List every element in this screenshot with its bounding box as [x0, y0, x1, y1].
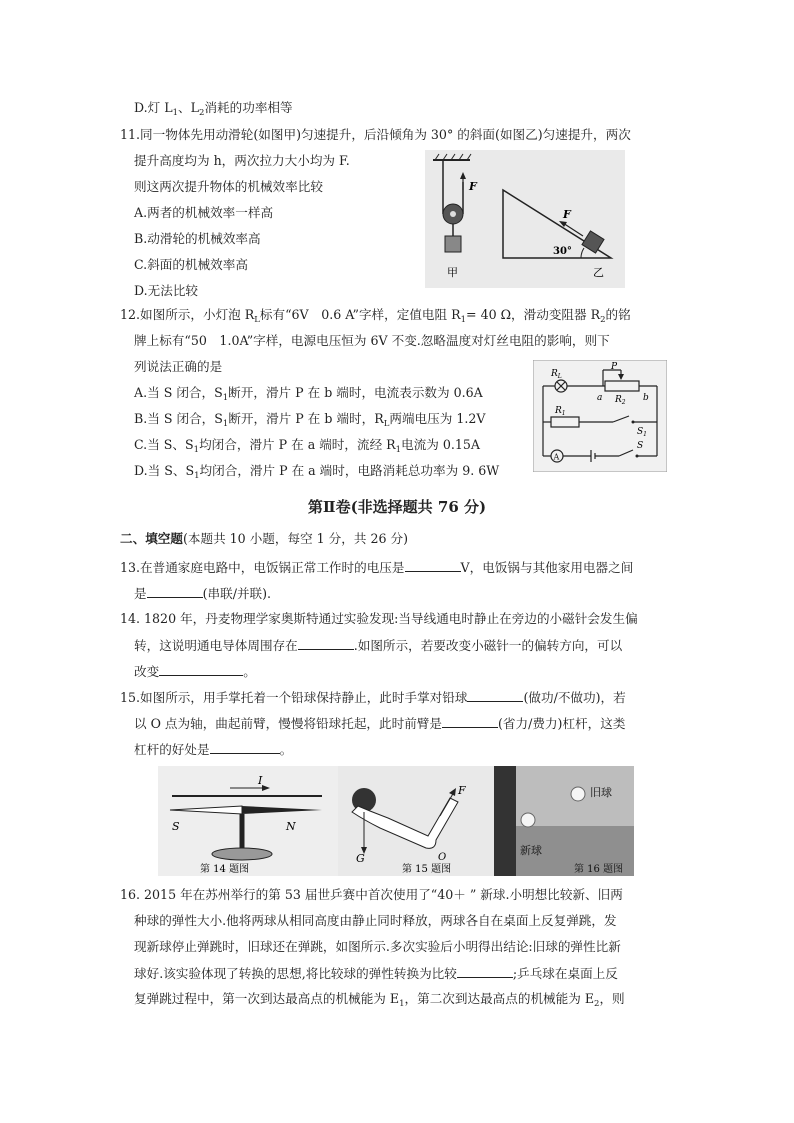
- q10-option-d: D.灯 $L_1$、$L_2$消耗的功率相等: [134, 100, 293, 118]
- fig14-caption: 第 14 题图: [200, 864, 250, 875]
- q11-option-c: C.斜面的机械效率高: [134, 257, 248, 272]
- q15-line3: 杠杆的好处是 。: [134, 742, 293, 757]
- q11-figure: [425, 150, 625, 288]
- q12-fig-R1: $R_1$: [555, 406, 566, 417]
- q11-stem-line1: 11.同一物体先用动滑轮(如图甲)匀速提升，后沿倾角为 30° 的斜面(如图乙)匀速提升，两次: [120, 127, 631, 142]
- q11-fig-angle: 30°: [553, 246, 572, 257]
- q15-blank-2[interactable]: [442, 714, 498, 728]
- q12-option-a: A.当 S 闭合，$S_1$断开，滑片 P 在 b 端时，电流表示数为 0.6A: [134, 385, 483, 403]
- q12-fig-S1: $S_1$: [637, 427, 647, 438]
- q13-blank-1[interactable]: [405, 558, 461, 572]
- q12-fig-RL: $R_L$: [551, 369, 562, 380]
- fig16-old-ball-label: 旧球: [590, 786, 612, 799]
- fig15-F: F: [458, 784, 466, 797]
- q15-line2: 以 O 点为轴，曲起前臂，慢慢将铅球托起，此时前臂是 (省力/费力)杠杆，这类: [134, 716, 626, 731]
- q12-stem-line3: 列说法正确的是: [134, 359, 223, 374]
- q12-fig-R2: $R_2$: [615, 395, 626, 406]
- q14-line3: 改变 。: [134, 664, 256, 679]
- q13-line2: 是 (串联/并联).: [134, 586, 272, 601]
- q15-blank-3[interactable]: [210, 740, 280, 754]
- q12-option-d: D.当 S、$S_1$均闭合，滑片 P 在 a 端时，电路消耗总功率为 9. 6W: [134, 463, 500, 481]
- fig16-caption: 第 16 题图: [574, 864, 624, 875]
- fig14-S: S: [172, 820, 180, 833]
- q11-option-b: B.动滑轮的机械效率高: [134, 231, 261, 246]
- q16-blank-1[interactable]: [457, 964, 513, 978]
- q14-blank-1[interactable]: [298, 636, 354, 650]
- fig15-O: O: [438, 852, 447, 863]
- q11-option-d: D.无法比较: [134, 283, 199, 298]
- block-jia-icon: [445, 236, 461, 252]
- q14-blank-2[interactable]: [159, 662, 243, 676]
- q16-line1: 16. 2015 年在苏州举行的第 53 届世乒赛中首次使用了“40＋ ” 新球.小明想比较新、旧两: [120, 887, 623, 902]
- q12-option-c: C.当 S、$S_1$均闭合，滑片 P 在 a 端时，流经 $R_1$电流为 0.15A: [134, 437, 481, 455]
- q12-stem-line1: 12.如图所示，小灯泡 $R_L$标有“6V 0.6 A”字样，定值电阻 $R_1= 40$ Ω，滑动变阻器 $R_2$的铭: [120, 307, 631, 325]
- fig14-N: N: [286, 820, 296, 833]
- q11-fig-F2: F: [563, 208, 571, 221]
- q13-blank-2[interactable]: [147, 584, 203, 598]
- q16-line3: 现新球停止弹跳时，旧球还在弹跳，如图所示.多次实验后小明得出结论:旧球的弹性比新: [134, 939, 621, 954]
- figures-14-15-16: [158, 766, 634, 876]
- old-ball-icon: [571, 787, 585, 801]
- q11-stem-line2: 提升高度均为 h，两次拉力大小均为 F.: [134, 153, 350, 168]
- q12-fig-b: b: [643, 393, 649, 403]
- q16-line5: 复弹跳过程中，第一次到达最高点的机械能为 $E_1$，第二次到达最高点的机械能为 $E_2$，则: [134, 991, 625, 1009]
- fig14-I: I: [258, 774, 263, 787]
- q11-fig-yi: 乙: [593, 266, 604, 279]
- q12-fig-a: a: [597, 393, 603, 403]
- q16-line4: 球好.该实验体现了转换的思想,将比较球的弹性转换为比较 ;乒乓球在桌面上反: [134, 966, 618, 981]
- q15-blank-1[interactable]: [467, 688, 523, 702]
- q13-line1: 13.在普通家庭电路中，电饭锅正常工作时的电压是 V，电饭锅与其他家用电器之间: [120, 560, 634, 575]
- q12-fig-S: S: [637, 441, 644, 451]
- q12-stem-line2: 牌上标有“50 1.0A”字样，电源电压恒为 6V 不变.忽略温度对灯丝电阻的影响，则下: [134, 333, 610, 348]
- fig15-G: G: [356, 852, 365, 865]
- q11-stem-line3: 则这两次提升物体的机械效率比较: [134, 179, 323, 194]
- q16-line2: 种球的弹性大小.他将两球从相同高度由静止同时释放，两球各自在桌面上反复弹跳，发: [134, 913, 617, 928]
- q12-circuit-figure: [533, 360, 667, 472]
- section-2-title: 第Ⅱ卷(非选择题共 76 分): [307, 498, 487, 516]
- q14-line2: 转，这说明通电导体周围存在 .如图所示，若要改变小磁针一的偏转方向，可以: [134, 638, 623, 653]
- fig15-caption: 第 15 题图: [402, 864, 452, 875]
- q11-fig-jia: 甲: [447, 266, 458, 279]
- q12-fig-P: P: [611, 362, 618, 372]
- fig16-new-ball-label: 新球: [520, 844, 542, 857]
- fill-in-header: 二、填空题(本题共 10 小题，每空 1 分，共 26 分): [120, 531, 409, 546]
- q11-option-a: A.两者的机械效率一样高: [134, 205, 274, 220]
- q12-option-b: B.当 S 闭合，$S_1$断开，滑片 P 在 b 端时，$R_L$两端电压为 1.2V: [134, 411, 486, 429]
- new-ball-icon: [521, 813, 535, 827]
- q11-fig-F1: F: [469, 180, 477, 193]
- ammeter-icon: A: [553, 452, 560, 462]
- q14-line1: 14. 1820 年，丹麦物理学家奥斯特通过实验发现:当导线通电时静止在旁边的小磁针会发生偏: [120, 611, 638, 626]
- q15-line1: 15.如图所示，用手掌托着一个铅球保持静止，此时手掌对铅球 (做功/不做功)，若: [120, 690, 626, 705]
